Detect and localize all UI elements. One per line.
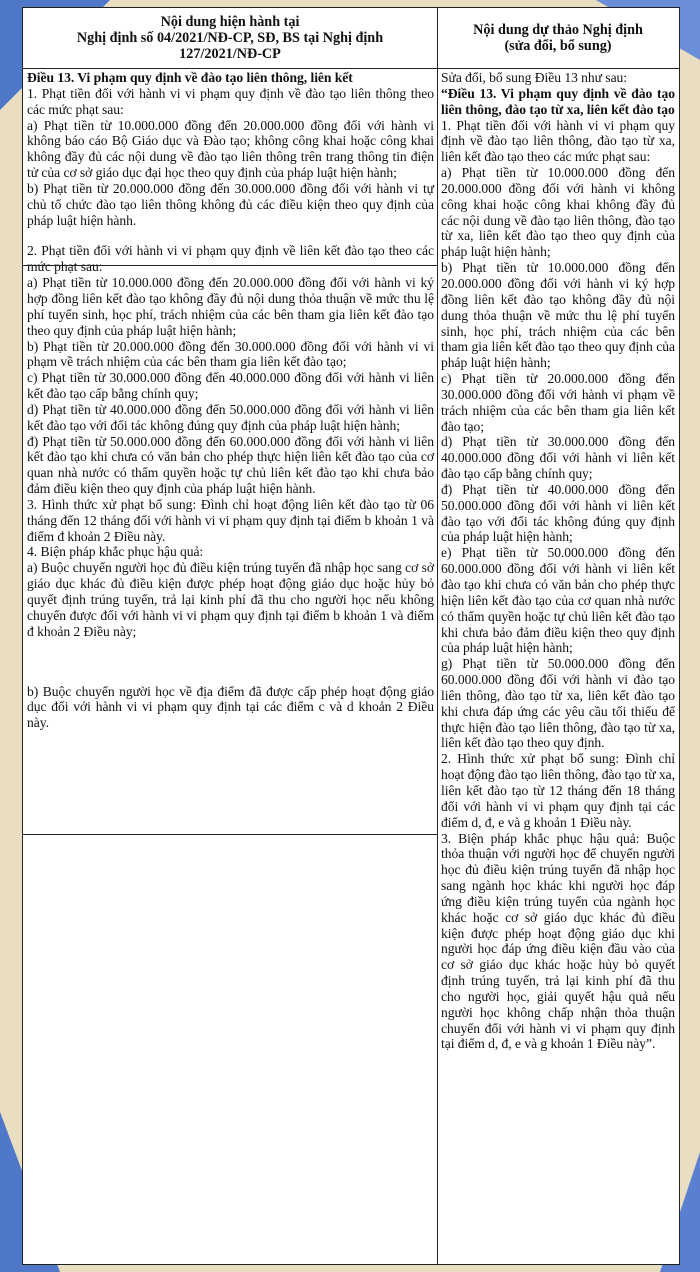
clause-4: 4. Biện pháp khắc phục hậu quả: — [27, 544, 204, 560]
draft-clause-1c: c) Phạt tiền từ 20.000.000 đồng đến 30.000.000 đồng đối với hành vi phạm về trách nhiệm của các bên tham gia liên kết đào tạo; — [441, 371, 675, 434]
spacer — [27, 228, 434, 243]
current-content-body — [27, 70, 434, 731]
comparison-table — [22, 7, 680, 1265]
current-content-header — [23, 8, 437, 69]
row-divider — [23, 834, 437, 835]
draft-clause-2: 2. Hình thức xử phạt bổ sung: Đình chỉ hoạt động đào tạo liên thông, đào tạo từ xa, liên kết đào tạo từ 12 tháng đến 18 tháng đối với hành vi vi phạm quy định tại các điểm d, đ, e và g khoản 1 Điều này. — [441, 751, 675, 830]
clause-2: 2. Phạt tiền đối với hành vi vi phạm quy định về liên kết đào tạo theo các mức phạt sau: — [27, 243, 434, 275]
draft-content-header — [437, 8, 679, 69]
clause-2dd: đ) Phạt tiền từ 50.000.000 đồng đến 60.000.000 đồng đối với hành vi liên kết đào tạo khi chưa có văn bản cho phép thực hiện liên kết đào tạo của cơ quan nhà nước có thẩm quyền hoặc tự chủ liên kết đào tạo khi chưa bảo đảm điều kiện theo quy định của pháp luật hiện hành. — [27, 433, 434, 497]
draft-clause-1d: d) Phạt tiền từ 30.000.000 đồng đến 40.000.000 đồng đối với hành vi liên kết đào tạo cấp bằng chính quy; — [441, 434, 675, 482]
draft-clause-1e: e) Phạt tiền từ 50.000.000 đồng đến 60.000.000 đồng đối với hành vi liên kết đào tạo khi chưa có văn bản cho phép thực hiện liên kết đào tạo của cơ quan nhà nước có thẩm quyền hoặc tự chủ liên kết đào tạo khi chưa bảo đảm điều kiện theo quy định của pháp luật hiện hành; — [441, 545, 675, 656]
header-line: Nội dung dự thảo Nghị định — [473, 22, 643, 38]
spacer — [27, 640, 434, 684]
header-line: Nghị định số 04/2021/NĐ-CP, SĐ, BS tại Nghị định — [76, 30, 384, 46]
draft-clause-1g: g) Phạt tiền từ 50.000.000 đồng đến 60.000.000 đồng đối với hành vi đào tạo liên thông, đào tạo từ xa, liên kết đào tạo khi chưa đáp ứng các yêu cầu tối thiểu để thực hiện đào tạo liên thông, đào tạo từ xa, liên kết đào tạo theo quy định. — [441, 656, 675, 751]
draft-clause-1b: b) Phạt tiền từ 10.000.000 đồng đến 20.000.000 đồng đối với hành vi ký hợp đồng liên kết đào tạo không đầy đủ nội dung thỏa thuận về mức thu lệ phí tuyển sinh, học phí, trách nhiệm của các bên tham gia liên kết đào tạo theo quy định của pháp luật hiện hành; — [441, 260, 675, 371]
clause-1b: b) Phạt tiền từ 20.000.000 đồng đến 30.000.000 đồng đối với hành vi tự chủ tổ chức đào tạo liên thông không đủ các điều kiện theo quy định của pháp luật hiện hành. — [27, 180, 434, 228]
clause-2a: a) Phạt tiền từ 10.000.000 đồng đến 20.000.000 đồng đối với hành vi ký hợp đồng liên kết đào tạo không đầy đủ nội dung thỏa thuận về mức thu lệ phí tuyển sinh, học phí, trách nhiệm của các bên tham gia liên kết đào tạo theo quy định của pháp luật hiện hành; — [27, 275, 434, 338]
draft-clause-3: 3. Biện pháp khắc phục hậu quả: Buộc thỏa thuận với người học để chuyển người học đủ điều kiện trúng tuyển đã nhập học sang ngành học khác khi người học đáp ứng điều kiện trúng tuyển của ngành học khác hoặc cơ sở giáo dục khác đủ điều kiện được phép hoạt động giáo dục khi người học đáp ứng điều kiện đầu vào của cơ sở giáo dục khác hoặc hủy bỏ quyết định trúng tuyển, trả lại kinh phí đã thu cho người học, giải quyết hậu quả nếu người học không chấp nhận thỏa thuận chuyển đổi với hành vi vi phạm quy định tại điểm d, đ, e và g khoản 1 Điều này”. — [441, 830, 675, 1052]
draft-article-title: “Điều 13. Vi phạm quy định về đào tạo liên thông, đào tạo từ xa, liên kết đào tạo — [441, 85, 675, 117]
clause-2d: d) Phạt tiền từ 40.000.000 đồng đến 50.000.000 đồng đối với hành vi liên kết đào tạo với đối tác không đúng quy định của pháp luật hiện hành; — [27, 401, 434, 433]
clause-1a: a) Phạt tiền từ 10.000.000 đồng đến 20.000.000 đồng đối với hành vi không báo cáo Bộ Giáo dục và Đào tạo; không công khai hoặc công khai không đầy đủ các nội dung về đào tạo liên thông trên trang thông tin điện tử của cơ sở giáo dục đại học theo quy định của pháp luật hiện hành; — [27, 117, 434, 181]
header-line: Nội dung hiện hành tại — [160, 14, 300, 30]
clause-4b: b) Buộc chuyển người học về địa điểm đã được cấp phép hoạt động giáo dục đối với hành vi vi phạm quy định tại các điểm c và d khoản 2 Điều này. — [27, 683, 434, 731]
draft-content-body — [441, 70, 675, 1052]
row-divider — [23, 265, 437, 266]
clause-2b: b) Phạt tiền từ 20.000.000 đồng đến 30.000.000 đồng đối với hành vi vi phạm về trách nhiệm của các bên tham gia liên kết đào tạo; — [27, 338, 434, 370]
draft-content-column — [437, 8, 679, 1264]
clause-2c: c) Phạt tiền từ 30.000.000 đồng đến 40.000.000 đồng đối với hành vi liên kết đào tạo cấp bằng chính quy; — [27, 370, 434, 402]
draft-clause-1dd: đ) Phạt tiền từ 40.000.000 đồng đến 50.000.000 đồng đối với hành vi liên kết đào tạo với đối tác không đúng quy định của pháp luật hiện hành; — [441, 481, 675, 545]
draft-clause-1a: a) Phạt tiền từ 10.000.000 đồng đến 20.000.000 đồng đối với hành vi không công khai hoặc công khai không đầy đủ các nội dung về đào tạo liên thông, đào tạo từ xa, liên kết đào tạo theo quy định của pháp luật hiện hành; — [441, 165, 675, 260]
draft-intro: Sửa đổi, bổ sung Điều 13 như sau: — [441, 70, 628, 85]
clause-4a: a) Buộc chuyển người học đủ điều kiện trúng tuyển đã nhập học sang cơ sở giáo dục khác đủ điều kiện được phép hoạt động giáo dục hoặc hủy bỏ quyết định trúng tuyển, trả lại kinh phí đã thu cho người học nếu không chuyển được đối với hành vi vi phạm quy định tại điểm b khoản 1 và điểm đ khoản 2 Điều này; — [27, 560, 434, 639]
clause-1: 1. Phạt tiền đối với hành vi vi phạm quy định về đào tạo liên thông theo các mức phạt sau: — [27, 85, 434, 117]
header-line: (sửa đổi, bổ sung) — [504, 38, 612, 54]
header-line: 127/2021/NĐ-CP — [179, 46, 281, 62]
clause-3: 3. Hình thức xử phạt bổ sung: Đình chỉ hoạt động liên kết đào tạo từ 06 tháng đến 12 tháng đối với hành vi vi phạm quy định tại điểm b khoản 1 và điểm đ khoản 2 Điều này. — [27, 496, 434, 544]
article-title: Điều 13. Vi phạm quy định về đào tạo liên thông, liên kết — [27, 70, 353, 85]
draft-clause-1: 1. Phạt tiền đối với hành vi vi phạm quy định về đào tạo liên thông, đào tạo từ xa, liên kết đào tạo theo các mức phạt sau: — [441, 117, 675, 165]
current-content-column — [23, 8, 438, 1264]
